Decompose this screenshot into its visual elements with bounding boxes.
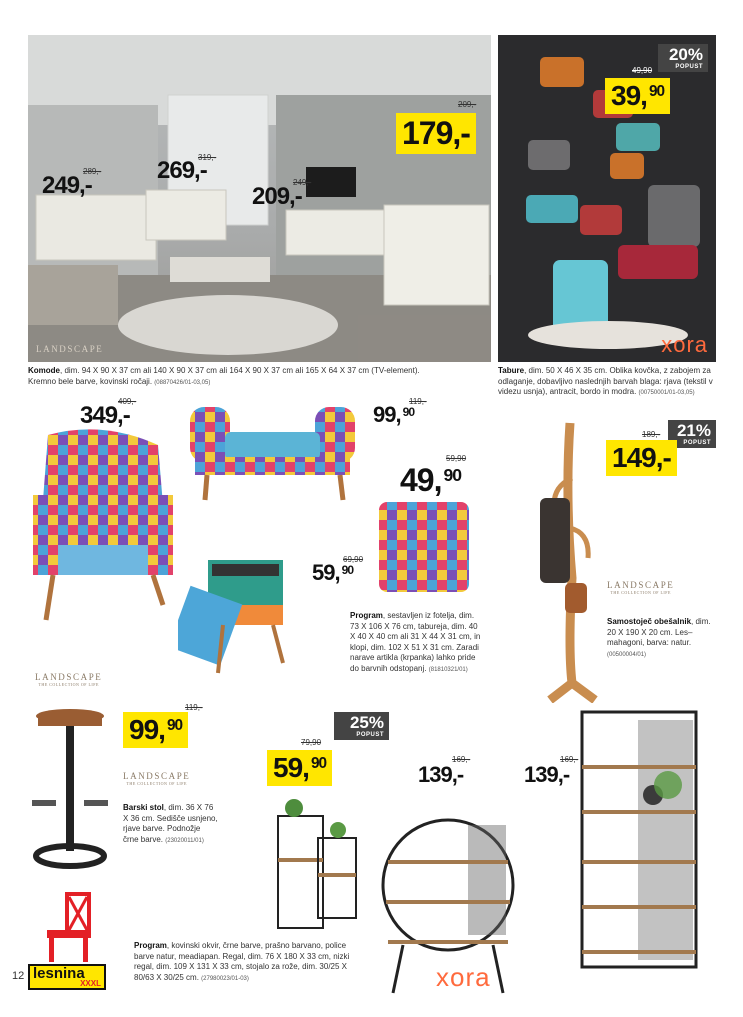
old-price: 69,90 (343, 555, 364, 564)
old-price: 209,- (458, 100, 477, 109)
price-tag: 59, $^{90}$ (267, 750, 332, 786)
bar-stool-illustration (30, 708, 110, 873)
price-tag: 209,- (252, 183, 302, 210)
coat-stand-description: Samostoječ obešalnik, dim. 20 X 190 X 20 cm. Les–mahagoni, barva: natur. (00500004/01) (607, 617, 711, 658)
old-price: 49,90 (632, 66, 653, 75)
coat-stand-illustration (510, 418, 600, 703)
discount-badge: 20% POPUST (658, 44, 708, 72)
striped-pouf-illustration (178, 558, 308, 678)
old-price: 79,90 (301, 738, 322, 747)
cube-pouf-illustration (377, 500, 472, 595)
page-number: 12 (12, 970, 25, 982)
old-price: 119,- (185, 703, 203, 712)
bar-stool-description: Barski stol, dim. 36 X 76 X 36 cm. Sedišče usnjeno, rjave barve. Podnožje črne barve. (23020011/01) (123, 803, 218, 844)
program-description: Program, sestavljen iz fotelja, dim. 73 X 106 X 76 cm, tabureja, dim. 40 X 40 X 40 cm ali 31 X 44 X 31 cm, in klopi, dim. 102 X 51 X 31 cm. Zaradi narave artikla (krpanka) lahko pride do barvnih odstopanj. (81810321/01) (350, 611, 481, 673)
old-price: 409,- (118, 397, 137, 406)
old-price: 169,- (560, 755, 579, 764)
xora-logo: xora (661, 332, 708, 357)
chair-icon (45, 892, 95, 964)
price-tag: 349,- (80, 402, 130, 429)
plant-stand-illustration (276, 798, 358, 930)
old-price: 119,- (409, 397, 427, 406)
price-tag: 59, $^{90}$ (312, 560, 354, 585)
komode-description: Komode, dim. 94 X 90 X 37 cm ali 140 X 90 X 37 cm ali 164 X 90 X 37 cm ali 165 X 64 X 37 cm (TV-element). Kremno bele barve, kovinski ročaji. (08870426/01-03,05) (28, 366, 420, 386)
price-tag: 179,- (396, 113, 476, 154)
landscape-logo: LANDSCAPE THE COLLECTION OF LIFE (123, 771, 191, 786)
tall-shelf-illustration (578, 710, 700, 970)
shelves-description: Program, kovinski okvir, črne barve, prašno barvano, police barve natur, meadiapan. Regal, dim. 76 X 180 X 33 cm, nizki regal, dim. 109 X 131 X 33 cm, stojalo za rože, dim. 30/25 X 80/63 X 30/25 cm. (27980023/01-03) (134, 941, 350, 982)
old-price: 169,- (452, 755, 471, 764)
price-tag: 39, $^{90}$ (605, 78, 670, 114)
armchair-illustration (28, 425, 178, 625)
xora-logo: xora (436, 962, 491, 992)
price-tag: 149,- (606, 440, 677, 476)
discount-badge: 25% POPUST (334, 712, 389, 740)
old-price: 289,- (83, 167, 102, 176)
tabure-description: Tabure, dim. 50 X 46 X 35 cm. Oblika kovčka, z zabojem za odlaganje, dobavljivo naslednjih barvah blaga: rjava (tekstil v videzu usnja), antracit, bordo in modra. (00750001/01-03,05) (498, 366, 713, 396)
bench-illustration (185, 402, 360, 502)
old-price: 319,- (198, 153, 217, 162)
price-tag: 139,- (418, 762, 464, 787)
price-tag: 99, $^{90}$ (123, 712, 188, 748)
price-tag: 99, $^{90}$ (373, 402, 415, 427)
old-price: 189,- (642, 430, 661, 439)
price-tag: 269,- (157, 157, 207, 184)
old-price: 249,- (293, 178, 312, 187)
landscape-logo: LANDSCAPE THE COLLECTION OF LIFE (607, 580, 675, 595)
landscape-logo: LANDSCAPE THE COLLECTION OF LIFE (35, 672, 103, 687)
price-tag: 249,- (42, 172, 92, 199)
old-price: 59,90 (446, 454, 467, 463)
lesnina-logo: lesnina XXXL (28, 964, 106, 990)
discount-badge: 21% POPUST (668, 420, 716, 448)
landscape-logo: LANDSCAPE (36, 344, 104, 354)
price-tag: 49, $^{90}$ (400, 462, 462, 498)
price-tag: 139,- (524, 762, 570, 787)
